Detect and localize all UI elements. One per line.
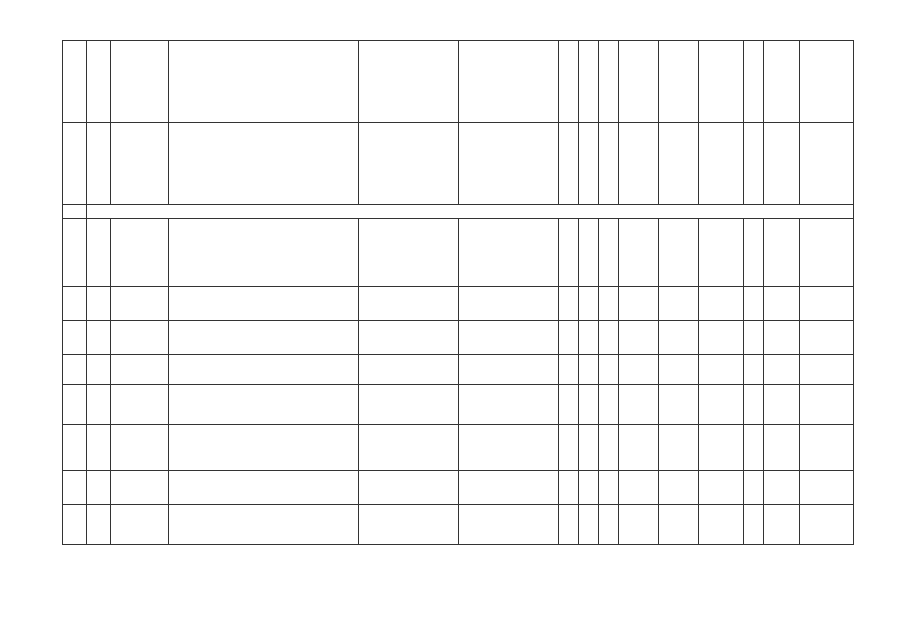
- cell-stops-num: [599, 471, 619, 505]
- cell-qty: [744, 425, 764, 471]
- cell-len-fwd: [559, 505, 579, 545]
- cell-tariff: [659, 355, 699, 385]
- cell-stops-fwd: [169, 321, 359, 355]
- cell-streets-fwd: [359, 355, 459, 385]
- cell-len-fwd: [559, 471, 579, 505]
- cell-carrier: [800, 425, 854, 471]
- cell-stops-fwd: [169, 471, 359, 505]
- cell-name: [111, 505, 169, 545]
- cell-tariff: [659, 321, 699, 355]
- cell-stops-fwd: [169, 505, 359, 545]
- table-row: [63, 41, 854, 123]
- cell-n: [63, 287, 87, 321]
- cell-n: [63, 219, 87, 287]
- table-row: [63, 287, 854, 321]
- cell-streets-rev: [459, 123, 559, 205]
- section-row: [63, 205, 854, 219]
- cell-name: [111, 123, 169, 205]
- cell-stops-fwd: [169, 425, 359, 471]
- cell-name: [111, 321, 169, 355]
- cell-len-fwd: [559, 219, 579, 287]
- cell-n: [63, 123, 87, 205]
- cell-start-date: [764, 385, 800, 425]
- cell-stops-fwd: [169, 41, 359, 123]
- cell-qty: [744, 355, 764, 385]
- cell-code: [87, 471, 111, 505]
- cell-streets-rev: [459, 287, 559, 321]
- cell-vehicle: [699, 425, 744, 471]
- cell-stops-num: [599, 219, 619, 287]
- cell-streets-rev: [459, 219, 559, 287]
- cell-stops-fwd: [169, 287, 359, 321]
- cell-boarding: [619, 41, 659, 123]
- cell-len-rev: [579, 471, 599, 505]
- cell-len-fwd: [559, 287, 579, 321]
- cell-qty: [744, 219, 764, 287]
- table-row: [63, 355, 854, 385]
- cell-len-fwd: [559, 123, 579, 205]
- cell-code: [87, 385, 111, 425]
- cell-qty: [744, 287, 764, 321]
- cell-boarding: [619, 471, 659, 505]
- cell-vehicle: [699, 321, 744, 355]
- cell-code: [87, 321, 111, 355]
- cell-streets-fwd: [359, 219, 459, 287]
- cell-len-rev: [579, 355, 599, 385]
- cell-len-fwd: [559, 41, 579, 123]
- cell-start-date: [764, 355, 800, 385]
- cell-n: [63, 41, 87, 123]
- cell-name: [111, 425, 169, 471]
- cell-code: [87, 505, 111, 545]
- cell-carrier: [800, 123, 854, 205]
- cell-streets-fwd: [359, 471, 459, 505]
- cell-code: [87, 425, 111, 471]
- table-row: [63, 471, 854, 505]
- table-row: [63, 425, 854, 471]
- cell-streets-rev: [459, 425, 559, 471]
- cell-name: [111, 471, 169, 505]
- cell-stops-fwd: [169, 385, 359, 425]
- cell-qty: [744, 385, 764, 425]
- cell-streets-rev: [459, 505, 559, 545]
- cell-stops-num: [599, 355, 619, 385]
- cell-carrier: [800, 287, 854, 321]
- cell-len-fwd: [559, 385, 579, 425]
- cell-stops-num: [599, 385, 619, 425]
- cell-tariff: [659, 385, 699, 425]
- cell-streets-fwd: [359, 505, 459, 545]
- cell-len-rev: [579, 321, 599, 355]
- cell-len-rev: [579, 123, 599, 205]
- cell-tariff: [659, 41, 699, 123]
- cell-len-fwd: [559, 355, 579, 385]
- cell-streets-fwd: [359, 41, 459, 123]
- cell-code: [87, 287, 111, 321]
- cell-carrier: [800, 219, 854, 287]
- cell-stops-fwd: [169, 355, 359, 385]
- cell-tariff: [659, 471, 699, 505]
- cell-streets-fwd: [359, 287, 459, 321]
- cell-stops-num: [599, 505, 619, 545]
- cell-len-fwd: [559, 425, 579, 471]
- cell-boarding: [619, 505, 659, 545]
- cell-vehicle: [699, 123, 744, 205]
- cell-qty: [744, 321, 764, 355]
- table-row: [63, 123, 854, 205]
- cell-len-rev: [579, 287, 599, 321]
- cell-qty: [744, 123, 764, 205]
- cell-n: [63, 321, 87, 355]
- cell-streets-fwd: [359, 425, 459, 471]
- cell-streets-rev: [459, 355, 559, 385]
- cell-vehicle: [699, 287, 744, 321]
- cell-stops-fwd: [169, 123, 359, 205]
- cell-stops-num: [599, 321, 619, 355]
- cell-len-rev: [579, 41, 599, 123]
- cell-n: [63, 471, 87, 505]
- cell-boarding: [619, 385, 659, 425]
- cell-vehicle: [699, 219, 744, 287]
- cell-len-rev: [579, 425, 599, 471]
- cell-qty: [744, 41, 764, 123]
- cell-start-date: [764, 219, 800, 287]
- cell-stops-num: [599, 123, 619, 205]
- cell-start-date: [764, 287, 800, 321]
- cell-streets-rev: [459, 41, 559, 123]
- cell-boarding: [619, 123, 659, 205]
- cell-carrier: [800, 471, 854, 505]
- cell-qty: [744, 505, 764, 545]
- cell-carrier: [800, 385, 854, 425]
- cell-streets-fwd: [359, 321, 459, 355]
- cell-len-rev: [579, 505, 599, 545]
- cell-boarding: [619, 425, 659, 471]
- cell-start-date: [764, 123, 800, 205]
- cell-boarding: [619, 219, 659, 287]
- cell-streets-fwd: [359, 123, 459, 205]
- cell-stops-num: [599, 287, 619, 321]
- cell-name: [111, 219, 169, 287]
- cell-streets-rev: [459, 321, 559, 355]
- cell-start-date: [764, 41, 800, 123]
- cell-n: [63, 425, 87, 471]
- cell-n: [63, 505, 87, 545]
- cell-tariff: [659, 505, 699, 545]
- route-register-table: [62, 40, 854, 545]
- cell-streets-rev: [459, 471, 559, 505]
- cell-carrier: [800, 505, 854, 545]
- cell-code: [87, 123, 111, 205]
- cell-carrier: [800, 321, 854, 355]
- cell-len-rev: [579, 219, 599, 287]
- cell-tariff: [659, 287, 699, 321]
- cell-qty: [744, 471, 764, 505]
- cell-name: [111, 287, 169, 321]
- table-row: [63, 505, 854, 545]
- table-row: [63, 219, 854, 287]
- cell-name: [111, 41, 169, 123]
- cell-tariff: [659, 123, 699, 205]
- cell-stops-fwd: [169, 219, 359, 287]
- cell-boarding: [619, 287, 659, 321]
- cell-vehicle: [699, 41, 744, 123]
- section-title: [87, 205, 854, 219]
- cell-start-date: [764, 425, 800, 471]
- cell-name: [111, 385, 169, 425]
- cell-vehicle: [699, 355, 744, 385]
- cell-boarding: [619, 321, 659, 355]
- cell-start-date: [764, 321, 800, 355]
- cell-start-date: [764, 471, 800, 505]
- table-row: [63, 385, 854, 425]
- cell-carrier: [800, 355, 854, 385]
- cell-vehicle: [699, 385, 744, 425]
- cell-code: [87, 355, 111, 385]
- cell-len-rev: [579, 385, 599, 425]
- cell-stops-num: [599, 41, 619, 123]
- cell-code: [87, 41, 111, 123]
- cell-code: [87, 219, 111, 287]
- cell-tariff: [659, 425, 699, 471]
- section-number: [63, 205, 87, 219]
- cell-carrier: [800, 41, 854, 123]
- cell-streets-fwd: [359, 385, 459, 425]
- cell-vehicle: [699, 505, 744, 545]
- cell-name: [111, 355, 169, 385]
- cell-boarding: [619, 355, 659, 385]
- cell-n: [63, 385, 87, 425]
- cell-len-fwd: [559, 321, 579, 355]
- table-row: [63, 321, 854, 355]
- cell-n: [63, 355, 87, 385]
- cell-tariff: [659, 219, 699, 287]
- cell-start-date: [764, 505, 800, 545]
- cell-stops-num: [599, 425, 619, 471]
- cell-streets-rev: [459, 385, 559, 425]
- cell-vehicle: [699, 471, 744, 505]
